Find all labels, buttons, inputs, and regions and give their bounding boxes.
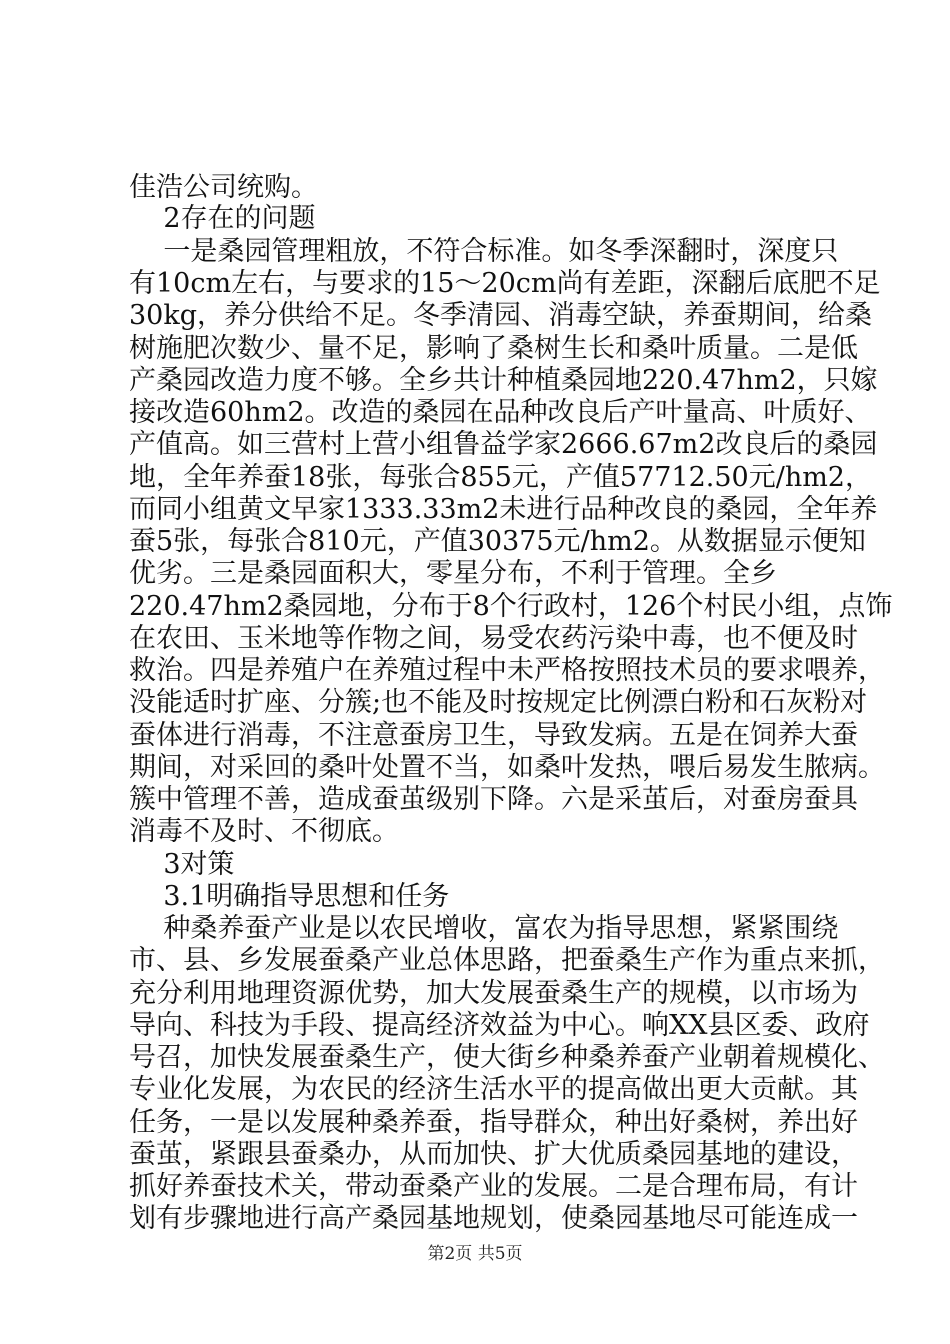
- text-line: 接改造60hm2。改造的桑园在品种改良后产叶量高、叶质好、: [129, 397, 872, 428]
- text-line: 市、县、乡发展蚕桑产业总体思路，把蚕桑生产作为重点来抓，: [129, 945, 885, 976]
- text-line: 期间，对采回的桑叶处置不当，如桑叶发热，喂后易发生脓病。: [129, 752, 885, 783]
- text-line: 在农田、玉米地等作物之间，易受农药污染中毒，也不便及时: [129, 623, 858, 654]
- text-line: 蚕体进行消毒，不注意蚕房卫生，导致发病。五是在饲养大蚕: [129, 720, 858, 751]
- text-line: 30kg，养分供给不足。冬季清园、消毒空缺，养蚕期间，给桑: [129, 300, 872, 331]
- page-number-footer: 第2页 共5页: [427, 1244, 523, 1264]
- text-line: 产桑园改造力度不够。全乡共计种植桑园地220.47hm2，只嫁: [129, 365, 878, 396]
- text-line: 簇中管理不善，造成蚕茧级别下降。六是采茧后，对蚕房蚕具: [129, 784, 858, 815]
- text-line: 蚕茧，紧跟县蚕桑办，从而加快、扩大优质桑园基地的建设，: [129, 1139, 858, 1170]
- text-line: 抓好养蚕技术关，带动蚕桑产业的发展。二是合理布局，有计: [129, 1171, 858, 1202]
- text-line: 树施肥次数少、量不足，影响了桑树生长和桑叶质量。二是低: [129, 333, 858, 364]
- section-heading: 2存在的问题: [129, 203, 316, 234]
- text-line: 划有步骤地进行高产桑园基地规划，使桑园基地尽可能连成一: [129, 1203, 858, 1234]
- text-line: 一是桑园管理粗放，不符合标准。如冬季深翻时，深度只: [129, 236, 839, 267]
- text-line: 导向、科技为手段、提高经济效益为中心。响XX县区委、政府: [129, 1010, 870, 1041]
- text-line: 蚕5张，每张合810元，产值30375元/hm2。从数据显示便知: [129, 526, 866, 557]
- text-line: 产值高。如三营村上营小组鲁益学家2666.67m2改良后的桑园: [129, 429, 878, 460]
- text-line: 220.47hm2桑园地，分布于8个行政村，126个村民小组，点饰: [129, 591, 893, 622]
- subsection-heading: 3.1明确指导思想和任务: [129, 881, 450, 912]
- text-line: 任务，一是以发展种桑养蚕，指导群众，种出好桑树，养出好: [129, 1107, 858, 1138]
- text-line: 地，全年养蚕18张，每张合855元，产值57712.50元/hm2，: [129, 462, 872, 493]
- text-line: 优劣。三是桑园面积大，零星分布，不利于管理。全乡: [129, 558, 777, 589]
- text-line: 救治。四是养殖户在养殖过程中未严格按照技术员的要求喂养，: [129, 655, 885, 686]
- text-line: 专业化发展，为农民的经济生活水平的提高做出更大贡献。其: [129, 1074, 858, 1105]
- text-line: 消毒不及时、不彻底。: [129, 816, 399, 847]
- text-line: 有10cm左右，与要求的15～20cm尚有差距，深翻后底肥不足: [129, 268, 881, 299]
- text-line: 佳浩公司统购。: [129, 172, 318, 203]
- text-line: 没能适时扩座、分簇;也不能及时按规定比例漂白粉和石灰粉对: [129, 687, 868, 718]
- text-line: 号召，加快发展蚕桑生产，使大街乡种桑养蚕产业朝着规模化、: [129, 1042, 885, 1073]
- text-line: 而同小组黄文早家1333.33m2未进行品种改良的桑园，全年养: [129, 494, 878, 525]
- text-line: 种桑养蚕产业是以农民增收，富农为指导思想，紧紧围绕: [129, 913, 839, 944]
- section-heading: 3对策: [129, 849, 235, 880]
- text-line: 充分利用地理资源优势，加大发展蚕桑生产的规模，以市场为: [129, 978, 858, 1009]
